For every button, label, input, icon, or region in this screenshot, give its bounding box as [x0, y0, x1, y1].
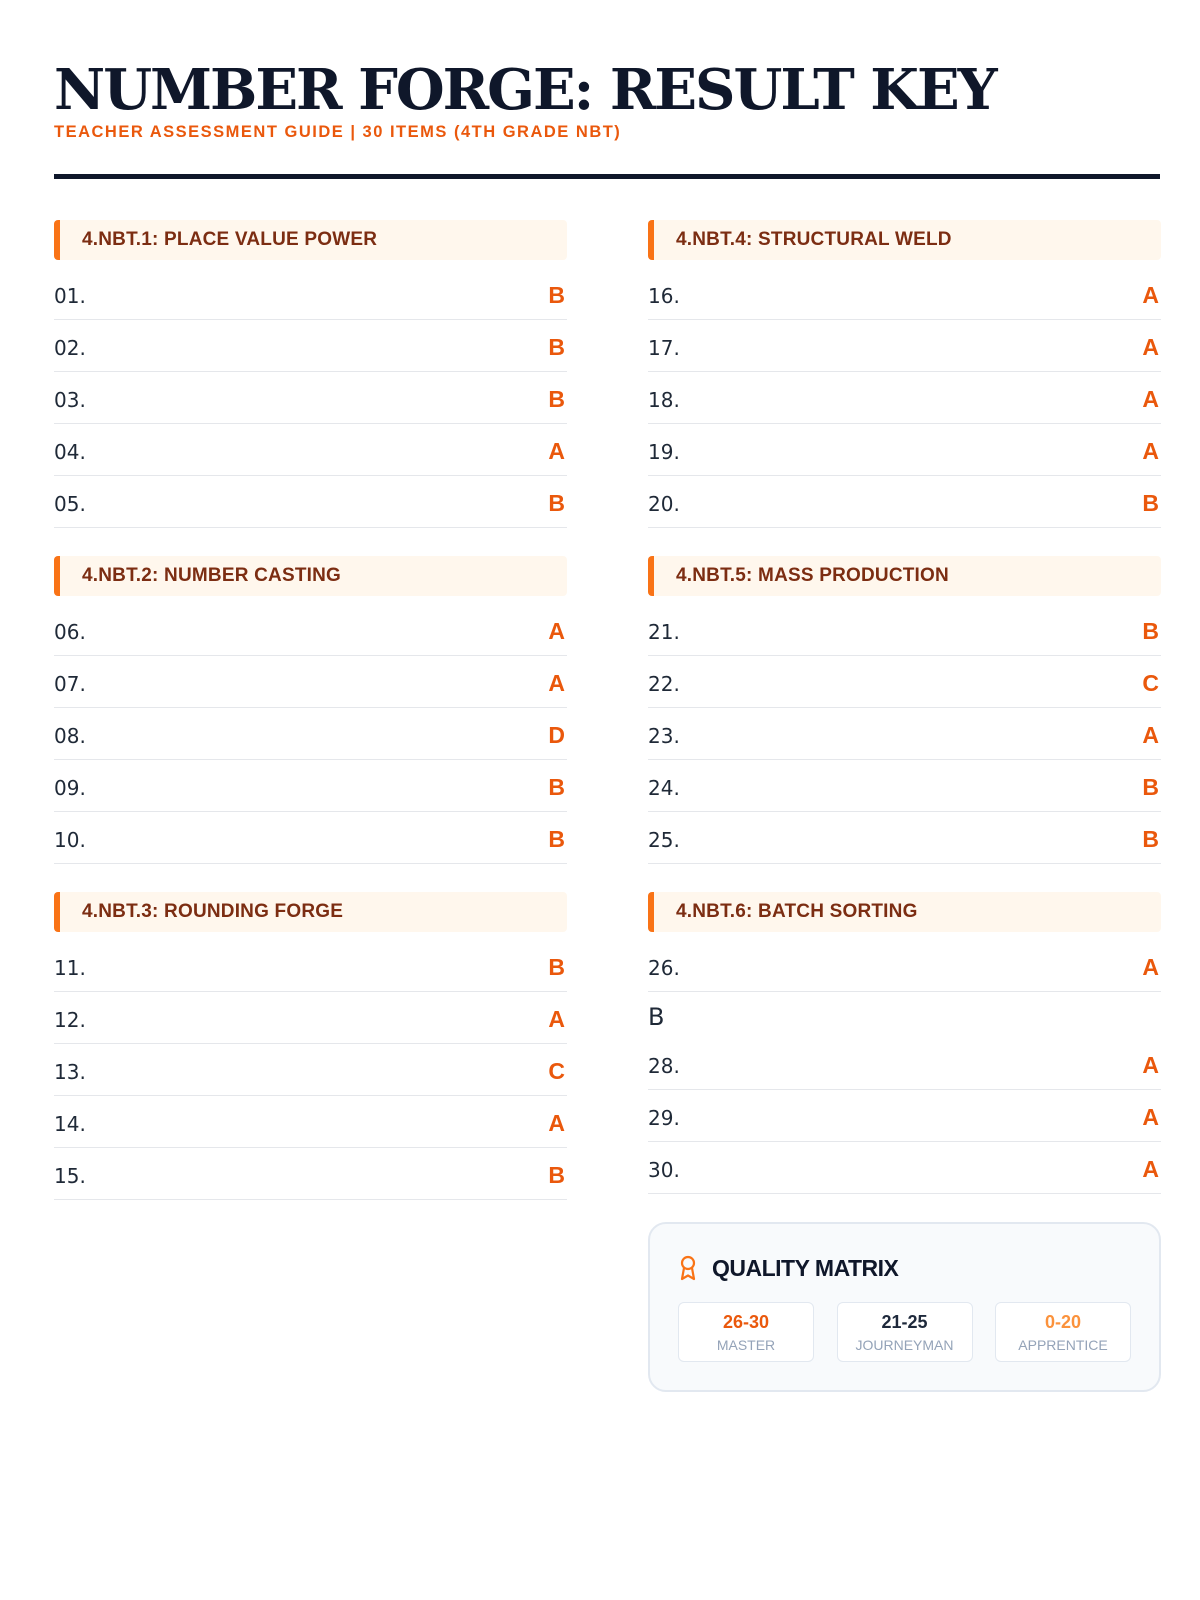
- award-ribbon-icon: [678, 1255, 698, 1281]
- item-number: 23.: [648, 723, 680, 748]
- item-number: 01.: [54, 283, 86, 308]
- tier-list: [678, 1302, 1131, 1362]
- list-item: [54, 656, 567, 708]
- page-subtitle: TEACHER ASSESSMENT GUIDE | 30 ITEMS (4TH GRADE NBT): [54, 123, 622, 141]
- item-answer: A: [1142, 1052, 1159, 1078]
- item-answer: B: [548, 490, 565, 516]
- list-item: [54, 1148, 567, 1200]
- item-number: 08.: [54, 723, 86, 748]
- item-number: 16.: [648, 283, 680, 308]
- item-answer: B: [548, 386, 565, 412]
- section-title: 4.NBT.3: ROUNDING FORGE: [54, 892, 567, 932]
- list-item: [648, 940, 1161, 992]
- item-number: 10.: [54, 827, 86, 852]
- tier-range: 0-20: [1044, 1312, 1082, 1332]
- tier-label: MASTER: [716, 1337, 776, 1353]
- item-answer: B: [548, 954, 565, 980]
- item-number: 05.: [54, 491, 86, 516]
- item-answer: A: [548, 618, 565, 644]
- tier-journeyman: [837, 1302, 973, 1362]
- section-title: 4.NBT.1: PLACE VALUE POWER: [54, 220, 567, 260]
- header: [54, 57, 1160, 142]
- page-title: NUMBER FORGE: RESULT KEY: [54, 57, 996, 123]
- tier-range: 21-25: [881, 1312, 928, 1332]
- item-answer: B: [548, 334, 565, 360]
- list-item: [648, 424, 1161, 476]
- item-number: 24.: [648, 775, 680, 800]
- item-number: 15.: [54, 1163, 86, 1188]
- list-item: [54, 424, 567, 476]
- item-number: 06.: [54, 619, 86, 644]
- section-title: 4.NBT.4: STRUCTURAL WELD: [648, 220, 1161, 260]
- quality-matrix-title: QUALITY MATRIX: [712, 1254, 899, 1281]
- item-number: B: [648, 1003, 665, 1031]
- section-nbt6: [648, 892, 1161, 1194]
- section-nbt4: [648, 220, 1161, 528]
- item-answer: B: [1142, 774, 1159, 800]
- tier-range: 26-30: [722, 1312, 770, 1332]
- item-answer: A: [1142, 438, 1159, 464]
- section-nbt5: [648, 556, 1161, 864]
- quality-matrix-card: [648, 1222, 1161, 1392]
- tier-master: [678, 1302, 814, 1362]
- item-number: 25.: [648, 827, 680, 852]
- section-nbt1: [54, 220, 567, 528]
- item-number: 26.: [648, 955, 680, 980]
- item-answer: B: [548, 1162, 565, 1188]
- item-number: 17.: [648, 335, 680, 360]
- item-number: 29.: [648, 1105, 680, 1130]
- list-item: [54, 372, 567, 424]
- item-list: [648, 268, 1161, 528]
- item-number: 02.: [54, 335, 86, 360]
- item-answer: A: [1142, 722, 1159, 748]
- item-answer: B: [1142, 618, 1159, 644]
- item-list: [54, 940, 567, 1200]
- list-item: [54, 940, 567, 992]
- item-list: [648, 604, 1161, 864]
- header-divider: [54, 174, 1160, 179]
- list-item: [648, 1038, 1161, 1090]
- section-title: 4.NBT.6: BATCH SORTING: [648, 892, 1161, 932]
- item-answer: A: [1142, 282, 1159, 308]
- item-answer: A: [548, 1110, 565, 1136]
- item-answer: B: [1142, 826, 1159, 852]
- tier-apprentice: [995, 1302, 1131, 1362]
- list-item: [54, 992, 567, 1044]
- list-item: [648, 1090, 1161, 1142]
- right-column: [648, 220, 1161, 1392]
- item-answer: A: [548, 438, 565, 464]
- tier-label: APPRENTICE: [1018, 1337, 1108, 1353]
- list-item: [54, 708, 567, 760]
- item-number: 30.: [648, 1157, 680, 1182]
- list-item: [648, 760, 1161, 812]
- item-list: [54, 604, 567, 864]
- item-number: 22.: [648, 671, 680, 696]
- tier-label: JOURNEYMAN: [855, 1337, 954, 1353]
- item-answer: A: [1142, 386, 1159, 412]
- item-answer: A: [1142, 1156, 1159, 1182]
- item-answer: B: [548, 774, 565, 800]
- list-item: [648, 992, 1161, 1038]
- item-answer: C: [1142, 670, 1159, 696]
- item-number: 07.: [54, 671, 86, 696]
- item-answer: D: [548, 722, 565, 748]
- list-item: [648, 372, 1161, 424]
- list-item: [648, 268, 1161, 320]
- list-item: [648, 320, 1161, 372]
- list-item: [648, 656, 1161, 708]
- list-item: [54, 1044, 567, 1096]
- item-number: 20.: [648, 491, 680, 516]
- list-item: [648, 1142, 1161, 1194]
- list-item: [54, 760, 567, 812]
- list-item: [54, 812, 567, 864]
- item-list: [648, 940, 1161, 1194]
- section-title: 4.NBT.5: MASS PRODUCTION: [648, 556, 1161, 596]
- item-answer: A: [548, 670, 565, 696]
- left-column: [54, 220, 567, 1228]
- list-item: [648, 708, 1161, 760]
- item-answer: B: [548, 282, 565, 308]
- item-number: 14.: [54, 1111, 86, 1136]
- item-number: 04.: [54, 439, 86, 464]
- item-number: 18.: [648, 387, 680, 412]
- item-answer: A: [1142, 954, 1159, 980]
- item-number: 13.: [54, 1059, 86, 1084]
- item-list: [54, 268, 567, 528]
- item-number: 11.: [54, 955, 86, 980]
- list-item: [54, 604, 567, 656]
- item-answer: A: [1142, 1104, 1159, 1130]
- item-answer: B: [548, 826, 565, 852]
- list-item: [54, 268, 567, 320]
- item-answer: A: [548, 1006, 565, 1032]
- item-number: 09.: [54, 775, 86, 800]
- item-answer: C: [548, 1058, 565, 1084]
- list-item: [648, 812, 1161, 864]
- quality-matrix-header: [678, 1250, 1131, 1286]
- list-item: [648, 604, 1161, 656]
- section-nbt2: [54, 556, 567, 864]
- item-number: 19.: [648, 439, 680, 464]
- list-item: [54, 476, 567, 528]
- item-answer: B: [1142, 490, 1159, 516]
- item-number: 28.: [648, 1053, 680, 1078]
- item-number: 12.: [54, 1007, 86, 1032]
- list-item: [54, 1096, 567, 1148]
- section-title: 4.NBT.2: NUMBER CASTING: [54, 556, 567, 596]
- list-item: [648, 476, 1161, 528]
- item-answer: A: [1142, 334, 1159, 360]
- list-item: [54, 320, 567, 372]
- section-nbt3: [54, 892, 567, 1200]
- item-number: 03.: [54, 387, 86, 412]
- item-number: 21.: [648, 619, 680, 644]
